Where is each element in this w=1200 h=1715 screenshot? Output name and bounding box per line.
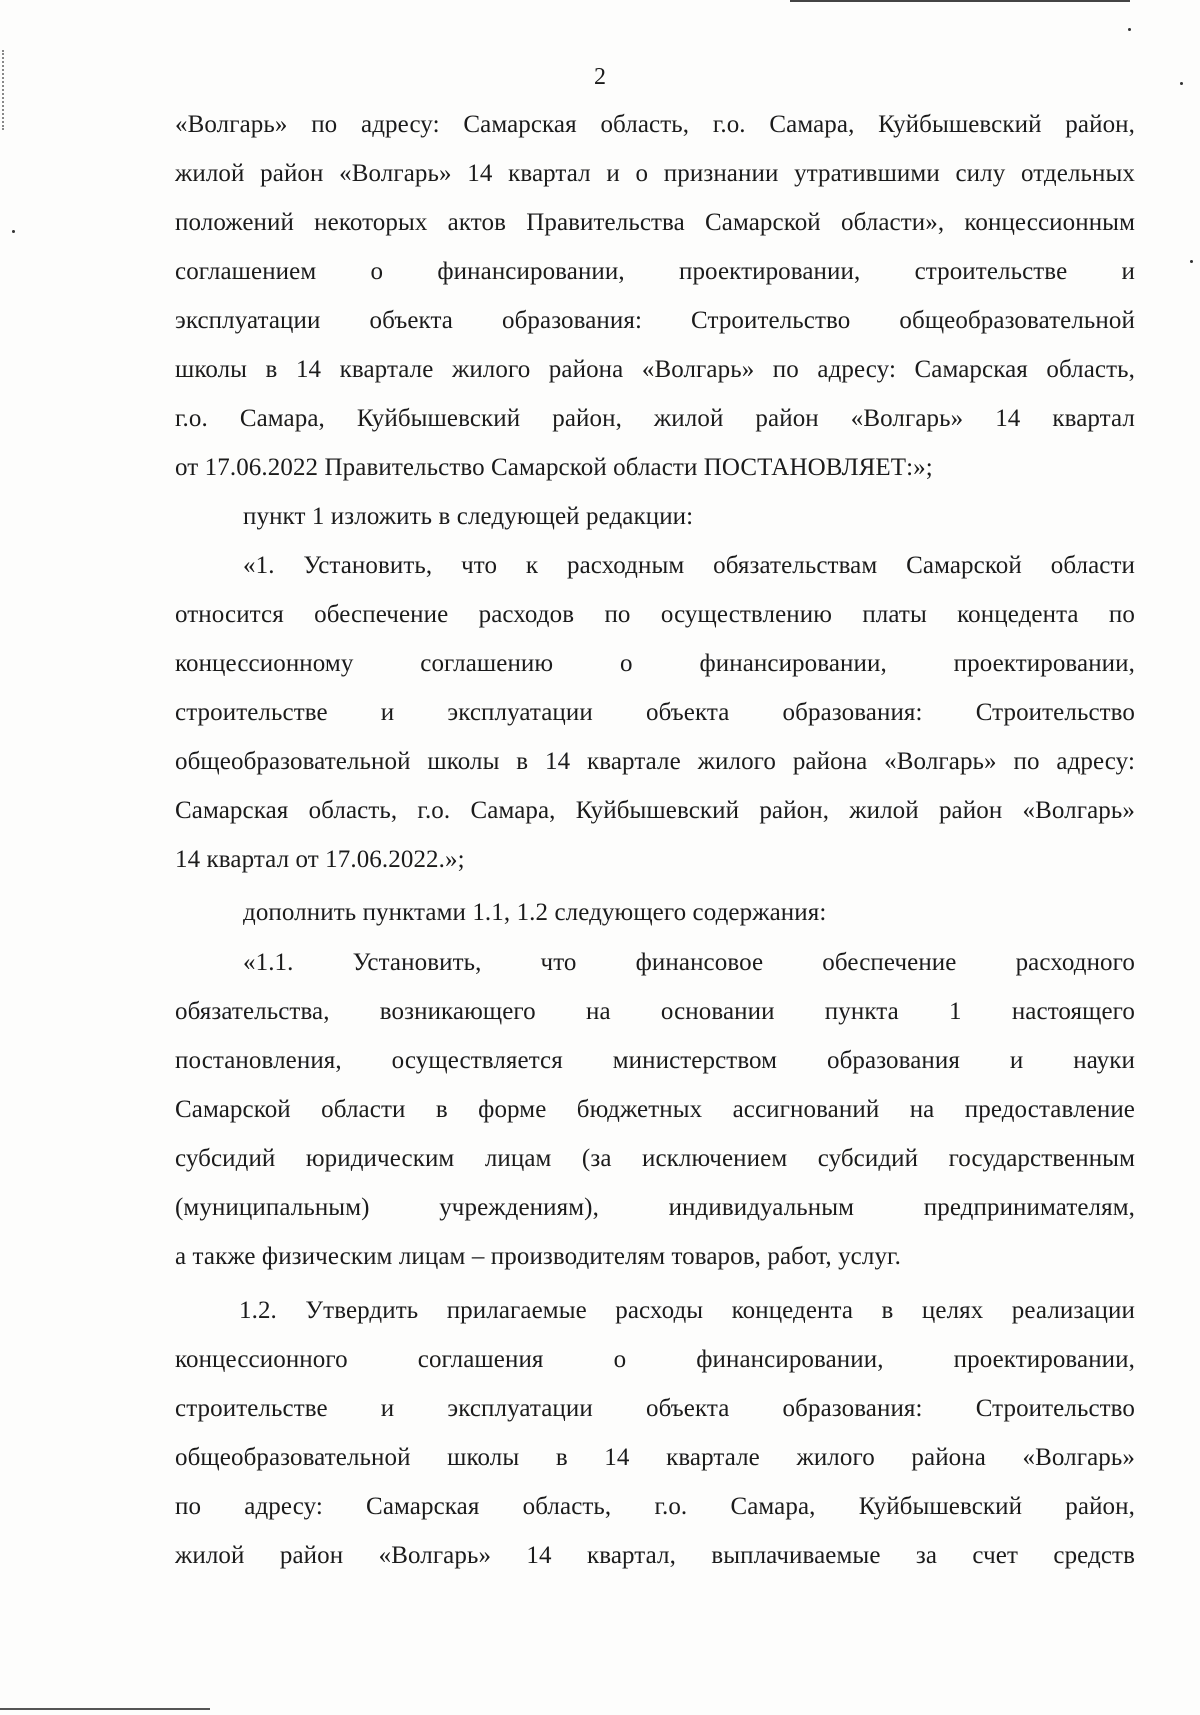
text-line: от 17.06.2022 Правительство Самарской области ПОСТАНОВЛЯЕТ:»; bbox=[175, 454, 933, 481]
text-line: строительстве и эксплуатации объекта образования: Строительство bbox=[175, 1395, 1135, 1422]
text-line: «Волгарь» по адресу: Самарская область, г.о. Самара, Куйбышевский район, bbox=[175, 111, 1135, 138]
page-number: 2 bbox=[594, 64, 606, 90]
text-line: относится обеспечение расходов по осуществлению платы концедента по bbox=[175, 601, 1135, 628]
bottom-edge-line bbox=[0, 1708, 210, 1710]
text-line: школы в 14 квартале жилого района «Волгарь» по адресу: Самарская область, bbox=[175, 356, 1135, 383]
text-line: концессионного соглашения о финансировании, проектировании, bbox=[175, 1346, 1135, 1373]
text-line: 14 квартал от 17.06.2022.»; bbox=[175, 846, 465, 873]
top-edge-line bbox=[790, 0, 1130, 2]
text-line: а также физическим лицам – производителям товаров, работ, услуг. bbox=[175, 1243, 901, 1270]
text-line: субсидий юридическим лицам (за исключением субсидий государственным bbox=[175, 1145, 1135, 1172]
text-line: «1. Установить, что к расходным обязательствам Самарской области bbox=[243, 552, 1135, 579]
text-line: общеобразовательной школы в 14 квартале жилого района «Волгарь» по адресу: bbox=[175, 748, 1135, 775]
text-line: 1.2. Утвердить прилагаемые расходы концедента в целях реализации bbox=[239, 1297, 1135, 1324]
text-line: строительстве и эксплуатации объекта образования: Строительство bbox=[175, 699, 1135, 726]
text-line: общеобразовательной школы в 14 квартале жилого района «Волгарь» bbox=[175, 1444, 1135, 1471]
text-line: пункт 1 изложить в следующей редакции: bbox=[243, 503, 694, 530]
text-line: Самарской области в форме бюджетных ассигнований на предоставление bbox=[175, 1096, 1135, 1123]
text-line: (муниципальным) учреждениям), индивидуальным предпринимателям, bbox=[175, 1194, 1135, 1221]
scan-speck bbox=[12, 230, 15, 233]
text-line: постановления, осуществляется министерством образования и науки bbox=[175, 1047, 1135, 1074]
text-line: г.о. Самара, Куйбышевский район, жилой район «Волгарь» 14 квартал bbox=[175, 405, 1135, 432]
text-line: концессионному соглашению о финансировании, проектировании, bbox=[175, 650, 1135, 677]
scan-speck bbox=[1190, 260, 1193, 263]
text-line: соглашением о финансировании, проектировании, строительстве и bbox=[175, 258, 1135, 285]
document-body bbox=[175, 108, 1135, 1648]
text-line: Самарская область, г.о. Самара, Куйбышевский район, жилой район «Волгарь» bbox=[175, 797, 1135, 824]
text-line: обязательства, возникающего на основании пункта 1 настоящего bbox=[175, 998, 1135, 1025]
text-line: дополнить пунктами 1.1, 1.2 следующего содержания: bbox=[243, 899, 827, 926]
text-line: жилой район «Волгарь» 14 квартал, выплачиваемые за счет средств bbox=[175, 1542, 1135, 1569]
text-line: «1.1. Установить, что финансовое обеспечение расходного bbox=[243, 949, 1135, 976]
text-line: положений некоторых актов Правительства Самарской области», концессионным bbox=[175, 209, 1135, 236]
text-line: по адресу: Самарская область, г.о. Самара, Куйбышевский район, bbox=[175, 1493, 1135, 1520]
text-line: жилой район «Волгарь» 14 квартал и о признании утратившими силу отдельных bbox=[175, 160, 1135, 187]
text-line: эксплуатации объекта образования: Строительство общеобразовательной bbox=[175, 307, 1135, 334]
scan-speck bbox=[1128, 28, 1131, 31]
